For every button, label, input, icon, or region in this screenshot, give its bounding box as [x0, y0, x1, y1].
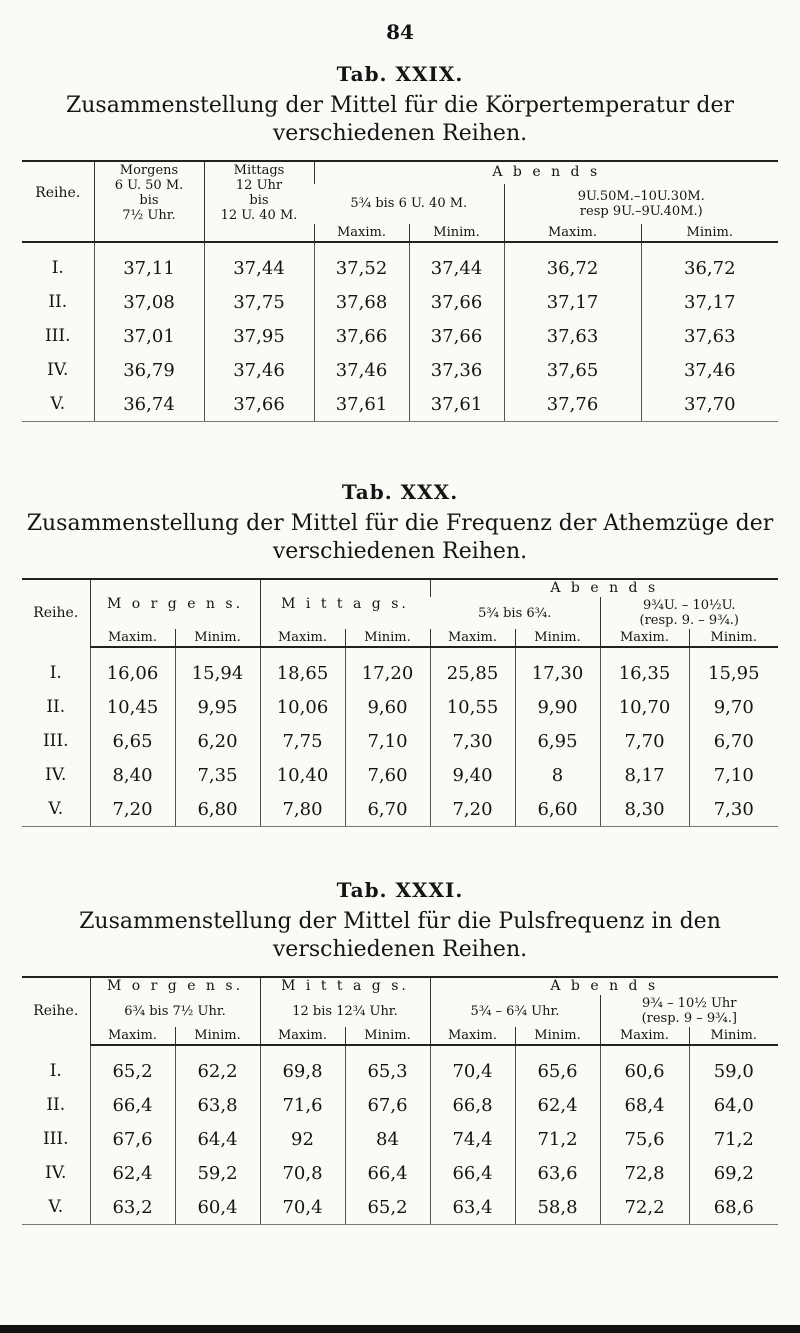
cell: 15,94: [175, 647, 260, 690]
cell: 66,8: [430, 1088, 515, 1122]
cell: 66,4: [430, 1156, 515, 1190]
cell: 10,70: [600, 690, 689, 724]
header-minim: Minim.: [345, 1027, 430, 1045]
header-abends-late: 9¾ – 10½ Uhr (resp. 9 – 9¾.]: [600, 995, 778, 1027]
cell: 37,95: [204, 319, 314, 353]
cell: 37,08: [94, 285, 204, 319]
cell: 36,72: [504, 242, 641, 285]
cell: 37,63: [504, 319, 641, 353]
table-row: [22, 1088, 778, 1122]
table-row: [22, 647, 778, 690]
temperature-table: [22, 160, 778, 422]
table-row: [22, 242, 778, 285]
cell: 10,45: [90, 690, 175, 724]
cell: 59,0: [689, 1045, 778, 1088]
row-label: II.: [48, 292, 68, 312]
table-row: [22, 690, 778, 724]
header-abends: A b e n d s: [430, 579, 778, 597]
table-row: [22, 758, 778, 792]
cell: 17,30: [515, 647, 600, 690]
header-minim: Minim.: [175, 1027, 260, 1045]
header-abends-late: 9¾U. – 10½U. (resp. 9. – 9¾.): [600, 597, 778, 629]
cell: 36,74: [94, 387, 204, 422]
cell: 10,55: [430, 690, 515, 724]
cell: 64,4: [175, 1122, 260, 1156]
cell: 71,2: [515, 1122, 600, 1156]
table-title: Tab. XXIX.: [336, 62, 464, 86]
cell: 72,2: [600, 1190, 689, 1225]
header-minim: Minim.: [689, 1027, 778, 1045]
cell: 63,4: [430, 1190, 515, 1225]
table-row: [22, 319, 778, 353]
cell: 74,4: [430, 1122, 515, 1156]
cell: 10,06: [260, 690, 345, 724]
cell: 36,72: [641, 242, 778, 285]
header-maxim: Maxim.: [430, 1027, 515, 1045]
cell: 16,06: [90, 647, 175, 690]
cell: 37,46: [204, 353, 314, 387]
pulse-table: [22, 976, 778, 1225]
header-abends-early: 5¾ bis 6 U. 40 M.: [350, 196, 468, 212]
table-caption-cont: verschiedenen Reihen.: [272, 539, 528, 564]
header-minim: Minim.: [175, 629, 260, 647]
header-maxim: Maxim.: [260, 629, 345, 647]
cell: 9,40: [430, 758, 515, 792]
table-row: [22, 1045, 778, 1088]
cell: 18,65: [260, 647, 345, 690]
table-caption-cont: verschiedenen Reihen.: [272, 937, 528, 962]
cell: 37,61: [314, 387, 409, 422]
cell: 8,40: [90, 758, 175, 792]
cell: 64,0: [689, 1088, 778, 1122]
cell: 71,2: [689, 1122, 778, 1156]
cell: 37,46: [314, 353, 409, 387]
row-label: V.: [22, 1190, 90, 1225]
cell: 7,20: [430, 792, 515, 827]
header-maxim: Maxim.: [90, 1027, 175, 1045]
cell: 70,8: [260, 1156, 345, 1190]
cell: 8: [515, 758, 600, 792]
cell: 65,2: [90, 1045, 175, 1088]
cell: 70,4: [260, 1190, 345, 1225]
cell: 37,17: [504, 285, 641, 319]
table-title: Tab. XXX.: [341, 480, 459, 504]
section-tab-30: [0, 480, 800, 827]
row-label: III.: [44, 326, 71, 346]
cell: 69,8: [260, 1045, 345, 1088]
header-maxim: Maxim.: [430, 629, 515, 647]
cell: 9,60: [345, 690, 430, 724]
header-mittags: Mittags 12 Uhr bis 12 U. 40 M.: [204, 161, 314, 224]
cell: 75,6: [600, 1122, 689, 1156]
table-row: [22, 285, 778, 319]
header-maxim: Maxim.: [260, 1027, 345, 1045]
table-row: [22, 724, 778, 758]
cell: 6,70: [689, 724, 778, 758]
cell: 92: [260, 1122, 345, 1156]
cell: 37,01: [94, 319, 204, 353]
header-maxim: Maxim.: [504, 224, 641, 242]
cell: 37,66: [409, 285, 504, 319]
header-maxim: Maxim.: [314, 224, 409, 242]
table-row: [22, 353, 778, 387]
cell: 66,4: [345, 1156, 430, 1190]
cell: 63,6: [515, 1156, 600, 1190]
header-abends-early: 5¾ – 6¾ Uhr.: [430, 995, 600, 1027]
cell: 62,4: [90, 1156, 175, 1190]
table-row: [22, 1122, 778, 1156]
cell: 37,17: [641, 285, 778, 319]
cell: 60,6: [600, 1045, 689, 1088]
cell: 60,4: [175, 1190, 260, 1225]
header-minim: Minim.: [515, 629, 600, 647]
cell: 7,30: [689, 792, 778, 827]
cell: 37,68: [314, 285, 409, 319]
cell: 15,95: [689, 647, 778, 690]
cell: 7,70: [600, 724, 689, 758]
header-mittags: M i t t a g s.: [260, 579, 430, 629]
cell: 67,6: [90, 1122, 175, 1156]
cell: 62,2: [175, 1045, 260, 1088]
section-tab-31: [0, 878, 800, 1225]
cell: 65,6: [515, 1045, 600, 1088]
header-maxim: Maxim.: [600, 1027, 689, 1045]
cell: 6,70: [345, 792, 430, 827]
cell: 37,70: [641, 387, 778, 422]
cell: 37,61: [409, 387, 504, 422]
cell: 37,11: [94, 242, 204, 285]
table-caption: Zusammenstellung der Mittel für die Frequenz der Athemzüge der: [26, 511, 774, 536]
cell: 7,75: [260, 724, 345, 758]
cell: 16,35: [600, 647, 689, 690]
table-row: [22, 1190, 778, 1225]
row-label: II.: [46, 697, 66, 717]
cell: 37,46: [641, 353, 778, 387]
table-caption: Zusammenstellung der Mittel für die Pulsfrequenz in den: [79, 909, 721, 934]
cell: 6,65: [90, 724, 175, 758]
cell: 10,40: [260, 758, 345, 792]
cell: 37,75: [204, 285, 314, 319]
cell: 6,95: [515, 724, 600, 758]
cell: 6,60: [515, 792, 600, 827]
header-abends-late: 9U.50M.–10U.30M. resp 9U.–9U.40M.): [504, 184, 778, 224]
cell: 66,4: [90, 1088, 175, 1122]
header-morgens-time: 6¾ bis 7½ Uhr.: [90, 995, 260, 1027]
header-mittags: M i t t a g s.: [260, 977, 430, 995]
cell: 8,17: [600, 758, 689, 792]
header-morgens: Morgens 6 U. 50 M. bis 7½ Uhr.: [94, 161, 204, 224]
table-row: [22, 792, 778, 827]
header-mittags-time: 12 bis 12¾ Uhr.: [260, 995, 430, 1027]
cell: 68,6: [689, 1190, 778, 1225]
row-label: II.: [46, 1095, 66, 1115]
cell: 25,85: [430, 647, 515, 690]
cell: 65,2: [345, 1190, 430, 1225]
cell: 58,8: [515, 1190, 600, 1225]
table-caption-cont: verschiedenen Reihen.: [272, 121, 528, 146]
cell: 7,35: [175, 758, 260, 792]
table-caption: Zusammenstellung der Mittel für die Körpertemperatur der: [65, 93, 735, 118]
cell: 37,76: [504, 387, 641, 422]
row-label: I.: [49, 662, 62, 683]
cell: 7,20: [90, 792, 175, 827]
header-minim: Minim.: [689, 629, 778, 647]
row-label: IV.: [45, 1163, 67, 1183]
row-label: I.: [49, 1060, 62, 1081]
header-minim: Minim.: [515, 1027, 600, 1045]
cell: 9,90: [515, 690, 600, 724]
header-morgens: M o r g e n s.: [90, 977, 260, 995]
cell: 84: [345, 1122, 430, 1156]
header-abends-early: 5¾ bis 6¾.: [478, 605, 552, 621]
cell: 17,20: [345, 647, 430, 690]
header-morgens: M o r g e n s.: [90, 579, 260, 629]
cell: 37,65: [504, 353, 641, 387]
row-label: III.: [42, 731, 69, 751]
cell: 72,8: [600, 1156, 689, 1190]
cell: 67,6: [345, 1088, 430, 1122]
cell: 7,80: [260, 792, 345, 827]
header-reihe: Reihe.: [22, 977, 90, 1045]
row-label: III.: [42, 1129, 69, 1149]
cell: 63,2: [90, 1190, 175, 1225]
cell: 71,6: [260, 1088, 345, 1122]
table-row: [22, 1156, 778, 1190]
header-minim: Minim.: [409, 224, 504, 242]
cell: 37,44: [409, 242, 504, 285]
cell: 68,4: [600, 1088, 689, 1122]
cell: 65,3: [345, 1045, 430, 1088]
cell: 8,30: [600, 792, 689, 827]
row-label: V.: [22, 792, 90, 827]
cell: 37,63: [641, 319, 778, 353]
header-reihe: Reihe.: [22, 161, 94, 224]
section-tab-29: [0, 62, 800, 422]
cell: 7,60: [345, 758, 430, 792]
cell: 9,70: [689, 690, 778, 724]
header-maxim: Maxim.: [600, 629, 689, 647]
row-label: I.: [51, 258, 64, 278]
page-bottom-rule: [0, 1325, 800, 1333]
cell: 7,30: [430, 724, 515, 758]
header-minim: Minim.: [641, 224, 778, 242]
cell: 69,2: [689, 1156, 778, 1190]
cell: 59,2: [175, 1156, 260, 1190]
table-title: Tab. XXXI.: [336, 878, 464, 902]
cell: 37,52: [314, 242, 409, 285]
cell: 9,95: [175, 690, 260, 724]
header-abends: A b e n d s: [430, 977, 778, 995]
cell: 63,8: [175, 1088, 260, 1122]
cell: 37,66: [204, 387, 314, 422]
row-label: IV.: [45, 765, 67, 785]
header-maxim: Maxim.: [90, 629, 175, 647]
header-reihe: Reihe.: [22, 579, 90, 647]
table-row: [22, 387, 778, 422]
cell: 37,44: [204, 242, 314, 285]
cell: 6,80: [175, 792, 260, 827]
cell: 6,20: [175, 724, 260, 758]
cell: 62,4: [515, 1088, 600, 1122]
cell: 70,4: [430, 1045, 515, 1088]
header-minim: Minim.: [345, 629, 430, 647]
row-label: IV.: [47, 360, 69, 380]
cell: 7,10: [689, 758, 778, 792]
respiration-table: [22, 578, 778, 827]
cell: 37,66: [314, 319, 409, 353]
cell: 37,66: [409, 319, 504, 353]
cell: 7,10: [345, 724, 430, 758]
row-label: V.: [22, 387, 94, 422]
cell: 36,79: [94, 353, 204, 387]
cell: 37,36: [409, 353, 504, 387]
header-abends: A b e n d s: [314, 161, 778, 184]
page-number: 84: [386, 20, 414, 44]
